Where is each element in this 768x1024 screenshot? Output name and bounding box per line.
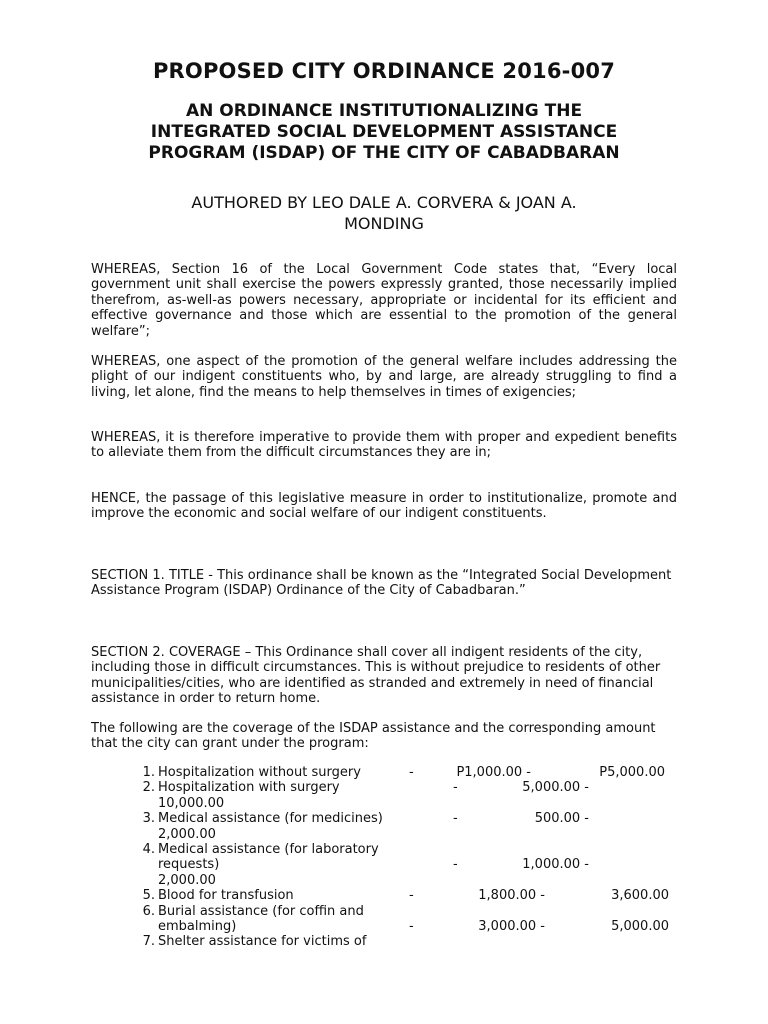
subtitle-line: INTEGRATED SOCIAL DEVELOPMENT ASSISTANCE	[150, 122, 618, 142]
list-label-cont: embalming)	[158, 918, 237, 934]
ordinance-subtitle	[60, 101, 708, 164]
list-item	[91, 934, 691, 949]
list-label-cont: requests)	[158, 857, 220, 873]
coverage-list	[91, 765, 691, 950]
list-item-continuation	[91, 873, 691, 888]
section-1-title: SECTION 1. TITLE - This ordinance shall be known as the “Integrated Social Development Assistance Program (ISDAP) Ordinance of the City of Cabadbaran.”	[91, 568, 672, 599]
list-number: 7.	[142, 934, 155, 950]
list-label: Medical assistance (for laboratory	[158, 841, 379, 857]
list-number: 6.	[142, 903, 155, 919]
amount-min: 1,800.00 -	[478, 888, 545, 904]
list-item-continuation	[91, 796, 691, 811]
hence-paragraph: HENCE, the passage of this legislative measure in order to institutionalize, promote and improve the economic and social welfare of our indigent constituents.	[91, 491, 677, 522]
whereas-paragraph-1: WHEREAS, Section 16 of the Local Government Code states that, “Every local government unit shall exercise the powers expressly granted, those necessarily implied therefrom, as-well-as powers necessary, appropriate or incidental for its efficient and effective governance and those which are essential to the promotion of the general welfare”;	[91, 262, 677, 339]
amount-min: P1,000.00 -	[456, 765, 531, 780]
list-item	[91, 842, 691, 857]
authors-line: AUTHORED BY LEO DALE A. CORVERA & JOAN A.	[191, 193, 577, 212]
list-label: Shelter assistance for victims of	[158, 934, 367, 950]
section-2-coverage: SECTION 2. COVERAGE – This Ordinance shall cover all indigent residents of the city, including those in difficult circumstances. This is without prejudice to residents of other municipalities/cities, who are identified as stranded and extremely in need of financial assistance in order to return home.	[91, 645, 661, 707]
subtitle-line: PROGRAM (ISDAP) OF THE CITY OF CABADBARAN	[148, 143, 620, 163]
list-separator: -	[409, 918, 414, 934]
amount-max: 2,000.00	[158, 826, 216, 842]
list-separator: -	[453, 811, 458, 827]
list-item-continuation	[91, 827, 691, 842]
list-item	[91, 811, 691, 826]
coverage-intro: The following are the coverage of the ISDAP assistance and the corresponding amount that the city can grant under the program:	[91, 721, 656, 752]
amount-min: 5,000.00 -	[522, 780, 589, 796]
amount-min: 3,000.00 -	[478, 918, 545, 934]
list-item	[91, 904, 691, 919]
amount-max: 2,000.00	[158, 872, 216, 888]
list-item	[91, 765, 691, 780]
amount-max: 10,000.00	[158, 795, 225, 811]
list-separator: -	[453, 780, 458, 796]
list-separator: -	[409, 888, 414, 904]
list-label: Medical assistance (for medicines)	[158, 811, 383, 827]
ordinance-title: PROPOSED CITY ORDINANCE 2016-007	[152, 59, 616, 83]
list-item-continuation	[91, 919, 691, 934]
amount-max: P5,000.00	[599, 765, 665, 780]
list-label: Hospitalization with surgery	[158, 780, 340, 796]
list-label: Hospitalization without surgery	[158, 765, 361, 780]
subtitle-line: AN ORDINANCE INSTITUTIONALIZING THE	[185, 101, 583, 121]
list-number: 5.	[142, 888, 155, 904]
list-item	[91, 888, 691, 903]
amount-max: 3,600.00	[611, 888, 669, 904]
authors-line: MONDING	[344, 214, 424, 233]
whereas-paragraph-2: WHEREAS, one aspect of the promotion of the general welfare includes addressing the plight of our indigent constituents who, by and large, are already struggling to find a living, let alone, find the means to help themselves in times of exigencies;	[91, 354, 677, 400]
list-item	[91, 780, 691, 795]
amount-min: 500.00 -	[534, 811, 589, 827]
amount-max: 5,000.00	[611, 918, 669, 934]
amount-min: 1,000.00 -	[522, 857, 589, 873]
list-number: 2.	[142, 780, 155, 796]
list-label: Burial assistance (for coffin and	[158, 903, 364, 919]
list-label: Blood for transfusion	[158, 888, 294, 904]
list-separator: -	[453, 857, 458, 873]
list-number: 4.	[142, 841, 155, 857]
list-number: 1.	[142, 765, 155, 780]
authors-heading	[110, 192, 658, 234]
list-separator: -	[409, 765, 414, 780]
list-number: 3.	[142, 811, 155, 827]
whereas-paragraph-3: WHEREAS, it is therefore imperative to provide them with proper and expedient benefits to alleviate them from the difficult circumstances they are in;	[91, 430, 677, 461]
list-item-continuation	[91, 857, 691, 872]
